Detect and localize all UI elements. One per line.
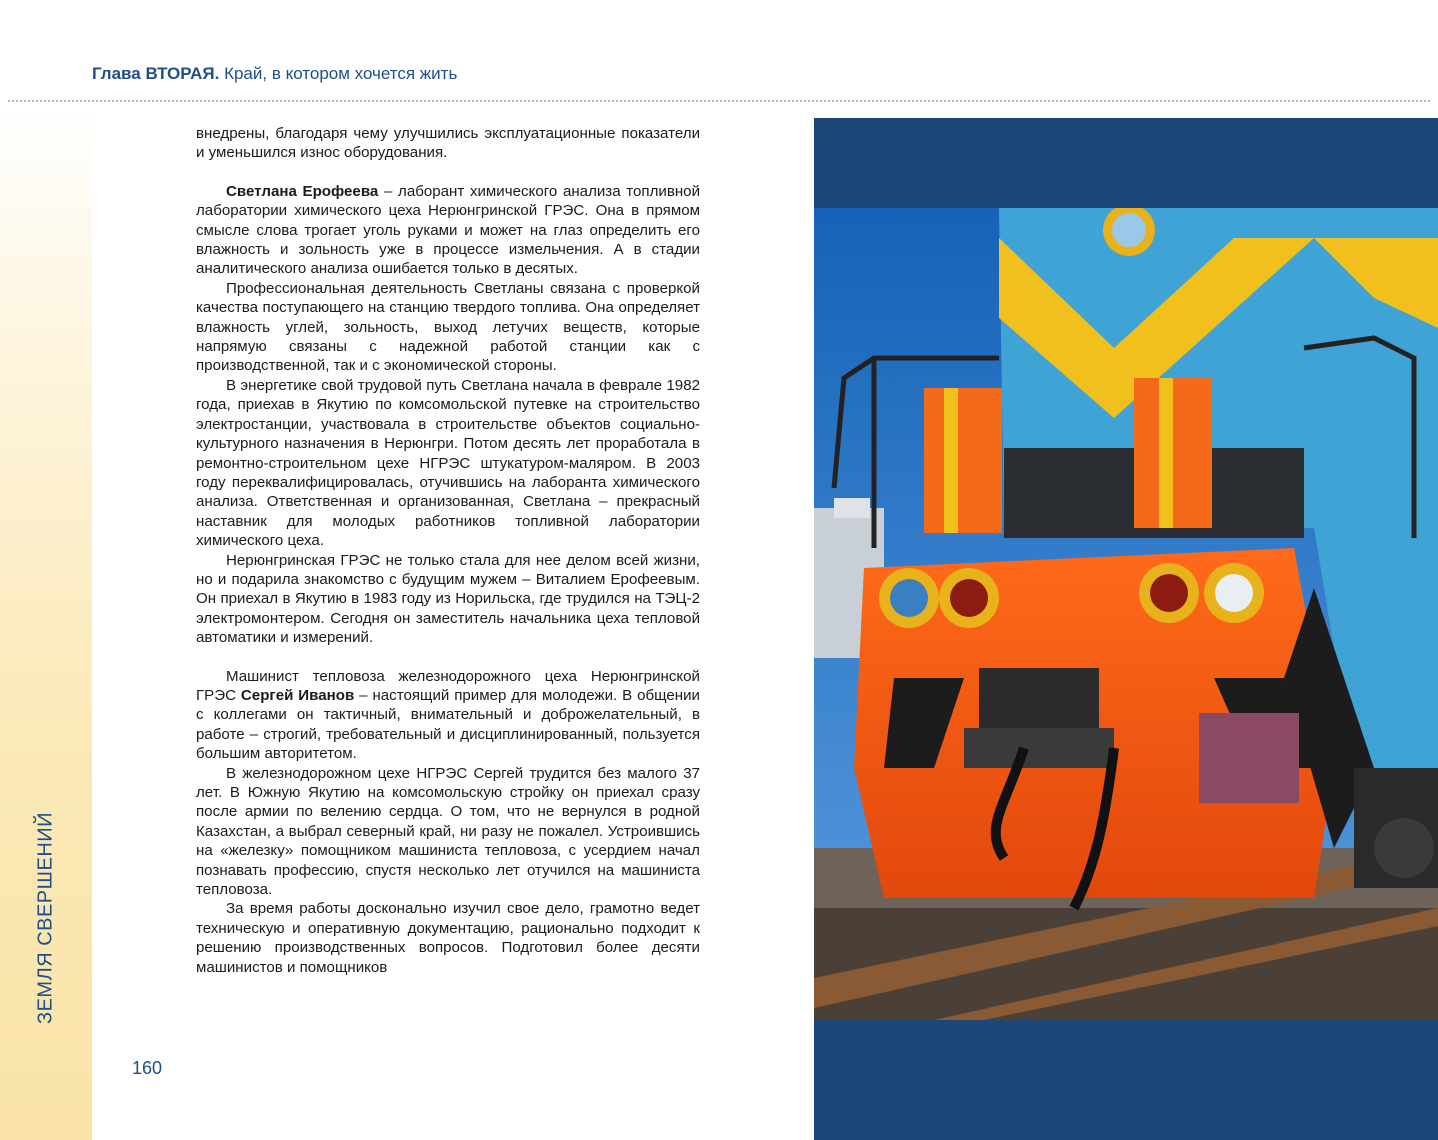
- paragraph: Нерюнгринская ГРЭС не только стала для нее делом всей жизни, но и подарила знакомство с будущим мужем – Виталием Ерофеевым. Он приехал в Якутию в 1983 году из Норильска, где трудился на ТЭЦ-2 электромонтером. Сегодня он заместитель начальника цеха тепловой автоматики и измерений.: [196, 551, 700, 647]
- paragraph: Светлана Ерофеева – лаборант химического анализа топливной лаборатории химического цеха Нерюнгринской ГРЭС. Она в прямом смысле слова трогает уголь руками и может на глаз определить его влажность и зольность уже в процессе измельчения. А в стадии аналитического анализа ошибается только в десятых.: [196, 182, 701, 278]
- body-text: [196, 124, 700, 977]
- paragraph: внедрены, благодаря чему улучшились эксплуатационные показатели и уменьшился износ оборудования.: [196, 125, 700, 162]
- paragraph: Машинист тепловоза железнодорожного цеха Нерюнгринской ГРЭС Сергей Иванов – настоящий пример для молодежи. В общении с коллегами он тактичный, внимательный и доброжелательный, в работе – строгий, требовательный и дисциплинированный, пользуется большим авторитетом.: [196, 667, 700, 763]
- locomotive-photo: [814, 208, 1438, 1020]
- paragraph: Профессиональная деятельность Светланы связана с проверкой качества поступающего на станцию твердого топлива. Она определяет влажность углей, зольность, выход летучих веществ, которые напрямую связаны с надежной работой станции как с производственной, так и с экономической стороны.: [196, 279, 700, 375]
- chapter-label: Глава ВТОРАЯ.: [92, 64, 220, 83]
- person-name: Светлана Ерофеева: [226, 182, 379, 200]
- paragraph: В железнодорожном цехе НГРЭС Сергей трудится без малого 37 лет. В Южную Якутию на комсомольскую стройку он приехал сразу после армии по велению сердца. О том, что не вернулся в родной Казахстан, а выбрал северный край, ни разу не пожалел. Устроившись на «железку» помощником машиниста тепловоза, с усердием начал познавать профессию, спустя несколько лет отучился на машиниста тепловоза.: [196, 764, 700, 899]
- person-name: Сергей Иванов: [240, 686, 355, 704]
- chapter-subtitle: Край, в котором хочется жить: [224, 64, 458, 83]
- running-header: [92, 64, 457, 84]
- dotted-divider: [8, 100, 1430, 102]
- paragraph: За время работы досконально изучил свое дело, грамотно ведет техническую и оперативную документацию, рационально подходит к решению производственных вопросов. Подготовил более десяти машинистов и помощников: [196, 900, 700, 976]
- page-number: 160: [132, 1058, 163, 1078]
- paragraph: В энергетике свой трудовой путь Светлана начала в феврале 1982 года, приехав в Якутию по комсомольской путевке на строительство электростанции, участвовала в строительстве объектов социально-культурного назначения в Нерюнгри. Потом десять лет проработала в ремонтно-строительном цехе НГРЭС штукатуром-маляром. В 2003 году переквалифицировалась, отучившись на лаборанта химического анализа. Ответственная и организованная, Светлана – прекрасный наставник для молодых работников топливной лаборатории химического цеха.: [196, 376, 700, 550]
- book-title-vertical: ЗЕМЛЯ СВЕРШЕНИЙ: [34, 811, 57, 1025]
- photo-panel: [814, 118, 1438, 1140]
